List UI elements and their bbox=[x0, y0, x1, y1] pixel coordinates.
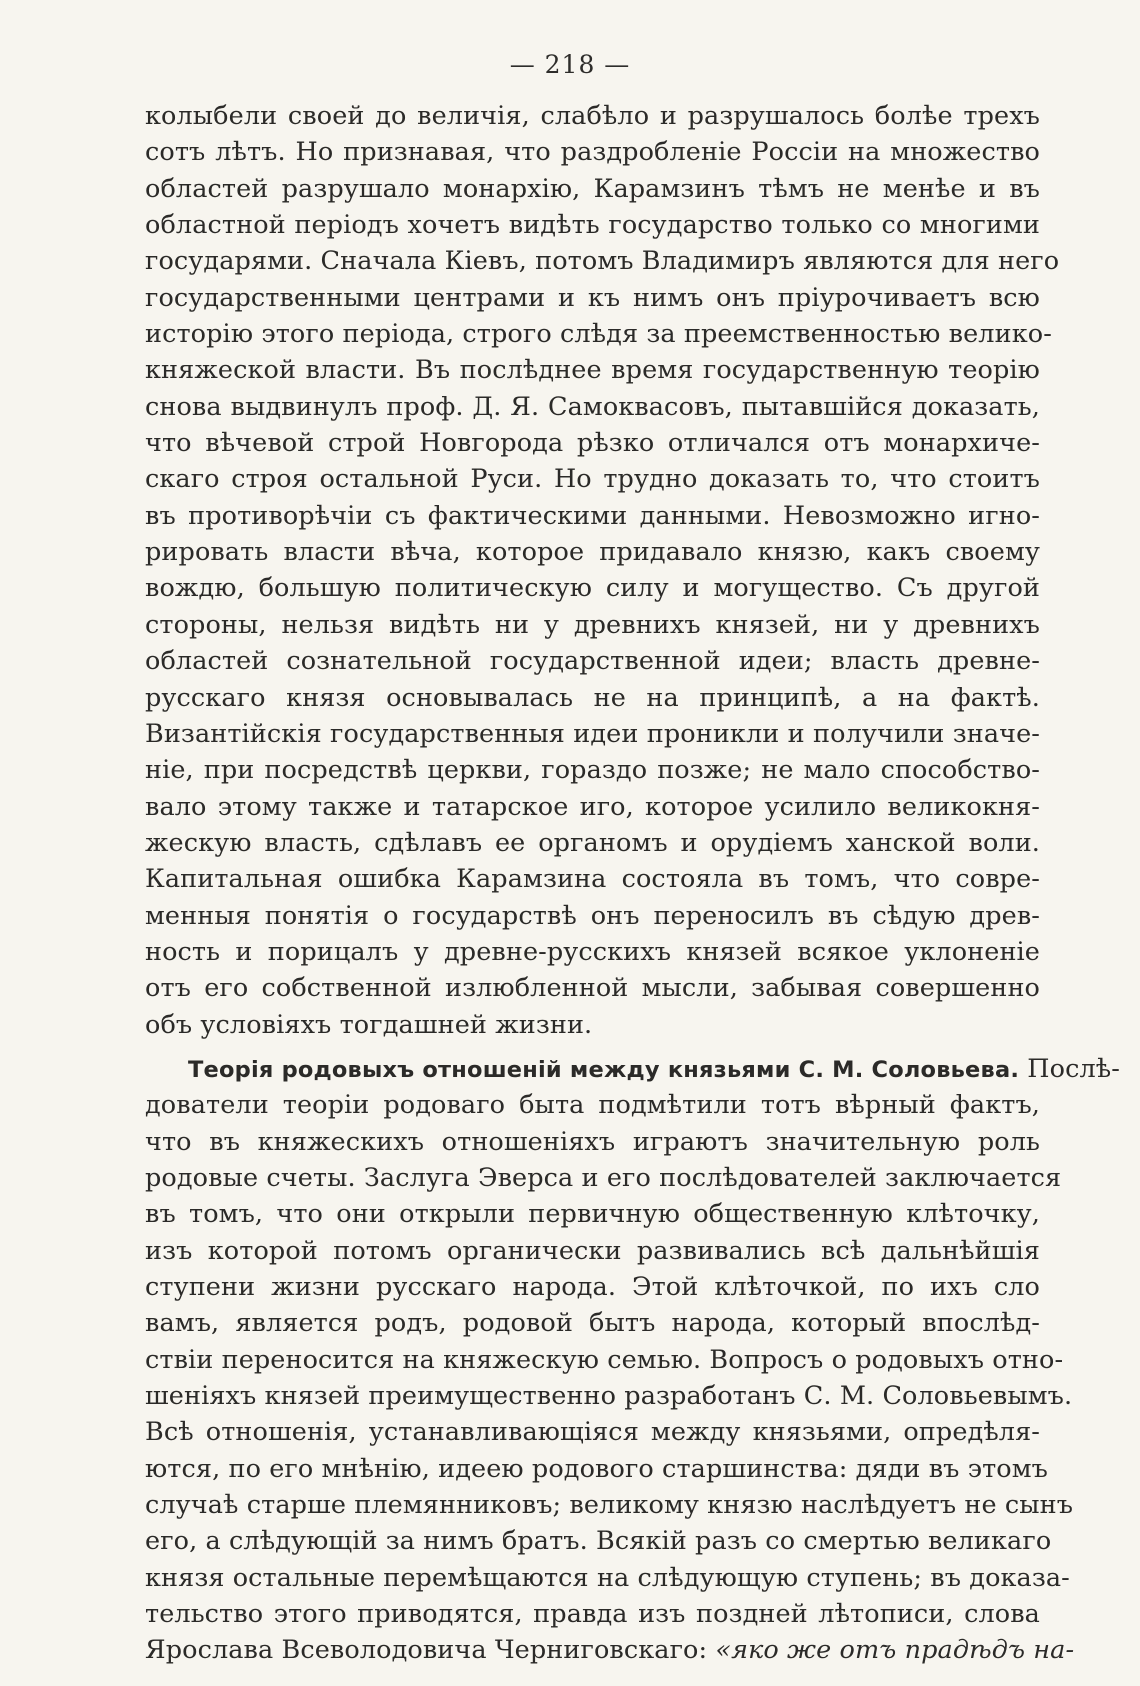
text-line: колыбели своей до величія, слабѣло и разрушалось болѣе трехъ bbox=[145, 101, 1040, 131]
page-number: — 218 — bbox=[509, 50, 631, 79]
text-line: областной періодъ хочетъ видѣть государство только со многими bbox=[145, 210, 1040, 241]
text-line: скаго строя остальной Руси. Но трудно доказать то, что стоитъ bbox=[145, 464, 1040, 495]
text-line: что въ княжескихъ отношеніяхъ играютъ значительную роль bbox=[145, 1126, 1040, 1157]
text-line: ствіи переносится на княжескую семью. Вопросъ о родовыхъ отно- bbox=[145, 1344, 1064, 1375]
text-line: князя остальные перемѣщаются на слѣдующую ступень; въ доказа- bbox=[145, 1562, 1070, 1593]
paragraph-2-lines bbox=[145, 1087, 1074, 1632]
text-line-final bbox=[145, 1632, 1075, 1668]
text-line: рировать власти вѣча, которое придавало князю, какъ своему bbox=[145, 537, 1040, 568]
text-line: его, а слѣдующій за нимъ братъ. Всякій разъ со смертью великаго bbox=[145, 1526, 1052, 1557]
text-line: областей сознательной государственной идеи; власть древне- bbox=[145, 646, 1040, 677]
text-line: тельство этого приводятся, правда изъ поздней лѣтописи, слова bbox=[145, 1599, 1040, 1630]
text-line: русскаго князя основывалась не на принципѣ, а на фактѣ. bbox=[145, 682, 1040, 713]
text-line: отъ его собственной излюбленной мысли, забывая совершенно bbox=[145, 973, 1040, 1004]
text-line: областей разрушало монархію, Карамзинъ тѣмъ не менѣе и въ bbox=[145, 173, 1040, 204]
section-heading: Теорія родовыхъ отношеній между князьями С. М. Соловьева. bbox=[188, 1056, 1020, 1083]
text-line: государями. Сначала Кіевъ, потомъ Владимиръ являются для него bbox=[145, 246, 1060, 277]
paragraph-2 bbox=[145, 1051, 1120, 1669]
text-line: княжеской власти. Въ послѣднее время государственную теорію bbox=[145, 355, 1040, 386]
text-line: Всѣ отношенія, устанавливающіяся между князьями, опредѣля- bbox=[145, 1417, 1040, 1448]
text-line: вамъ, является родъ, родовой бытъ народа, который впослѣд- bbox=[145, 1308, 1040, 1339]
paragraph-gap bbox=[145, 1043, 1040, 1051]
text-line: родовые счеты. Заслуга Эверса и его послѣдователей заключается bbox=[145, 1162, 1062, 1193]
paragraph-1 bbox=[145, 98, 1060, 1043]
final-line-plain: Ярослава Всеволодовича Черниговскаго: bbox=[145, 1635, 716, 1666]
text-line: вало этому также и татарское иго, которое усилило великокня- bbox=[145, 791, 1040, 822]
text-line: Византійскія государственныя идеи проникли и получили значе- bbox=[145, 718, 1040, 749]
text-line: случаѣ старше племянниковъ; великому князю наслѣдуетъ не сынъ bbox=[145, 1490, 1074, 1521]
body-text bbox=[145, 98, 1120, 1669]
text-line: вождю, большую политическую силу и могущество. Съ другой bbox=[145, 573, 1040, 604]
text-line: стороны, нельзя видѣть ни у древнихъ князей, ни у древнихъ bbox=[145, 609, 1040, 640]
text-line: что вѣчевой строй Новгорода рѣзко отличался отъ монархиче- bbox=[145, 428, 1040, 459]
text-line: снова выдвинулъ проф. Д. Я. Самоквасовъ, пытавшійся доказать, bbox=[145, 391, 1040, 422]
text-line: шеніяхъ князей преимущественно разработанъ С. М. Соловьевымъ. bbox=[145, 1381, 1073, 1412]
text-line: ніе, при посредствѣ церкви, гораздо позже; не мало способство- bbox=[145, 755, 1040, 786]
text-line: дователи теоріи родоваго быта подмѣтили тотъ вѣрный фактъ, bbox=[145, 1090, 1040, 1121]
text-line: ются, по его мнѣнію, идеею родового старшинства: дяди въ этомъ bbox=[145, 1453, 1048, 1484]
text-line: ступени жизни русскаго народа. Этой клѣточкой, по ихъ сло bbox=[145, 1272, 1040, 1302]
text-line: изъ которой потомъ органически развивались всѣ дальнѣйшія bbox=[145, 1235, 1040, 1266]
final-line-quote: «яко же отъ прадѣдъ на- bbox=[715, 1635, 1075, 1666]
text-line: Капитальная ошибка Карамзина состояла въ томъ, что совре- bbox=[145, 864, 1040, 895]
text-line: въ противорѣчіи съ фактическими данными. Невозможно игно- bbox=[145, 500, 1040, 531]
text-line: объ условіяхъ тогдашней жизни. bbox=[145, 1009, 593, 1040]
text-line-heading bbox=[145, 1051, 1120, 1087]
heading-line-rest: Послѣ- bbox=[1019, 1053, 1120, 1084]
text-line: государственными центрами и къ нимъ онъ пріурочиваетъ всю bbox=[145, 282, 1040, 313]
text-line: ность и порицалъ у древне-русскихъ князей всякое уклоненіе bbox=[145, 936, 1040, 967]
text-line: жескую власть, сдѣлавъ ее органомъ и орудіемъ ханской воли. bbox=[145, 827, 1040, 858]
text-line: менныя понятія о государствѣ онъ переносилъ въ сѣдую древ- bbox=[145, 900, 1040, 931]
text-line: сотъ лѣтъ. Но признавая, что раздробленіе Россіи на множество bbox=[145, 137, 1040, 168]
text-line: исторію этого періода, строго слѣдя за преемственностью велико- bbox=[145, 319, 1052, 350]
text-line: въ томъ, что они открыли первичную общественную клѣточку, bbox=[145, 1199, 1040, 1230]
